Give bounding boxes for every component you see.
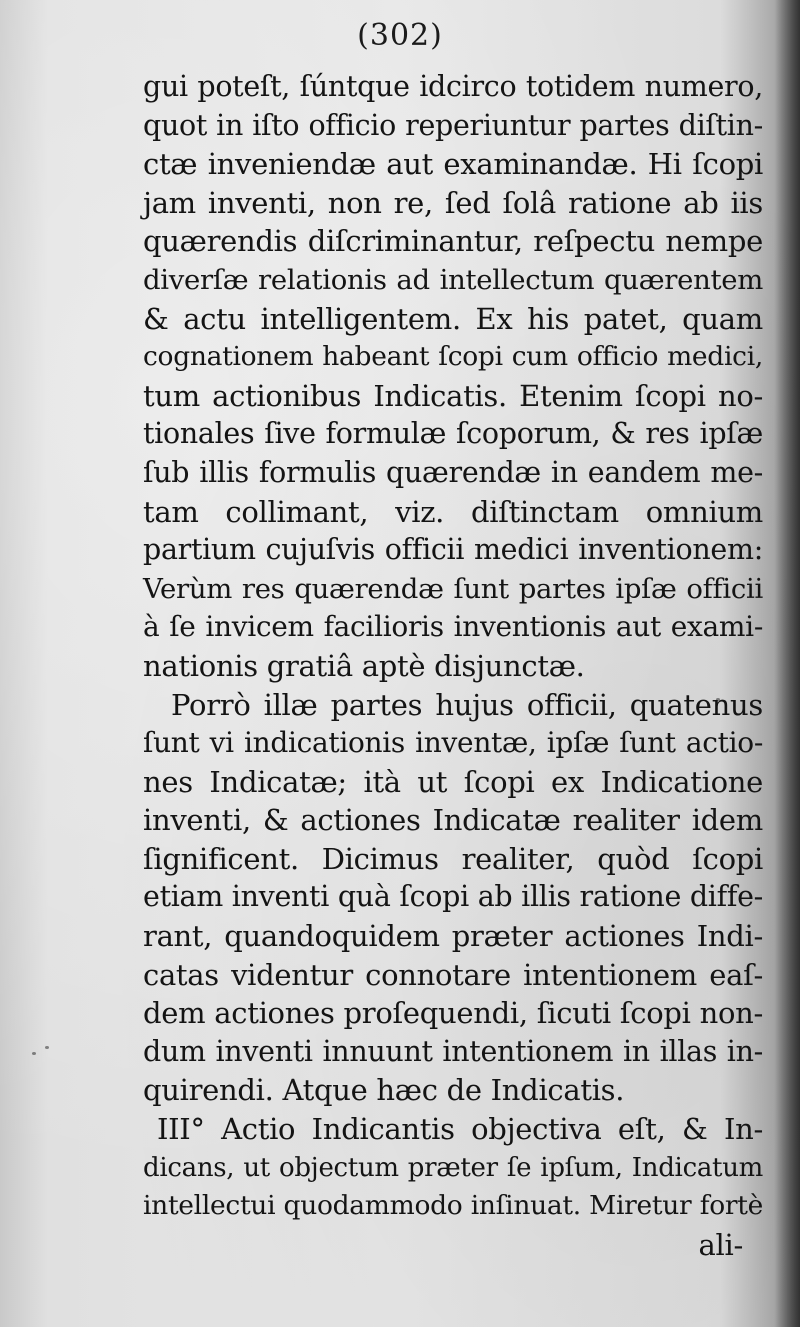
text-line: diverſæ relationis ad intellectum quærentem xyxy=(143,263,763,296)
text-line: quærendis diſcriminantur, reſpectu nempe xyxy=(143,224,763,259)
text-line: dem actiones proſequendi, ſicuti ſcopi non- xyxy=(143,996,763,1031)
text-line: ſub illis formulis quærendæ in eandem me- xyxy=(143,455,763,489)
text-line: & actu intelligentem. Ex his patet, quam xyxy=(143,301,763,336)
text-line: inventi, & actiones Indicatæ realiter idem xyxy=(143,803,763,838)
body-text xyxy=(143,68,763,1264)
text-line: gui poteſt, ſúntque idcirco totidem numero, xyxy=(143,70,763,103)
text-line: III° Actio Indicantis objectiva eſt, & In- xyxy=(157,1112,763,1147)
page-gutter-shadow xyxy=(774,0,800,1327)
ink-speck xyxy=(32,1052,36,1055)
text-line: nationis gratiâ aptè disjunctæ. xyxy=(143,648,585,683)
text-line: dum inventi innuunt intentionem in illas in- xyxy=(143,1034,763,1068)
text-line: nes Indicatæ; ità ut ſcopi ex Indicatione xyxy=(143,764,763,799)
text-line: quirendi. Atque hæc de Indicatis. xyxy=(143,1073,625,1108)
page-number: (302) xyxy=(357,18,443,53)
catchword: ali- xyxy=(698,1227,743,1262)
text-line: partium cujuſvis officii medici inventionem: xyxy=(143,533,763,567)
text-line: cognationem habeant ſcopi cum officio medici, xyxy=(143,341,763,373)
text-line: tum actionibus Indicatis. Etenim ſcopi no- xyxy=(143,378,763,413)
text-line: tam collimant, viz. diſtinctam omnium xyxy=(143,494,763,529)
text-line: etiam inventi quà ſcopi ab illis ratione diffe- xyxy=(143,880,763,914)
text-line: ſignificent. Dicimus realiter, quòd ſcopi xyxy=(143,841,763,876)
text-line: intellectui quodammodo inſinuat. Miretur fortè xyxy=(143,1190,763,1222)
text-line: tionales ſive formulæ ſcoporum, & res ipſæ xyxy=(143,417,763,451)
text-line: ctæ inveniendæ aut examinandæ. Hi ſcopi xyxy=(143,147,763,182)
text-line: quot in iſto officio reperiuntur partes diſtin- xyxy=(143,108,763,142)
text-line: jam inventi, non re, ſed ſolâ ratione ab iis xyxy=(143,185,763,220)
text-line: Verùm res quærendæ ſunt partes ipſæ officii xyxy=(143,572,763,605)
text-line: catas videntur connotare intentionem eaſ- xyxy=(143,957,763,992)
text-line: ſunt vi indicationis inventæ, ipſæ ſunt actio- xyxy=(143,726,763,760)
text-line: rant, quandoquidem præter actiones Indi- xyxy=(143,919,763,954)
text-line: Porrò illæ partes hujus officii, quatenus xyxy=(171,687,763,722)
text-line: dicans, ut objectum præter ſe ipſum, Indicatum xyxy=(143,1152,763,1183)
text-line: à ſe invicem facilioris inventionis aut exami- xyxy=(143,610,763,644)
ink-speck xyxy=(45,1046,49,1049)
